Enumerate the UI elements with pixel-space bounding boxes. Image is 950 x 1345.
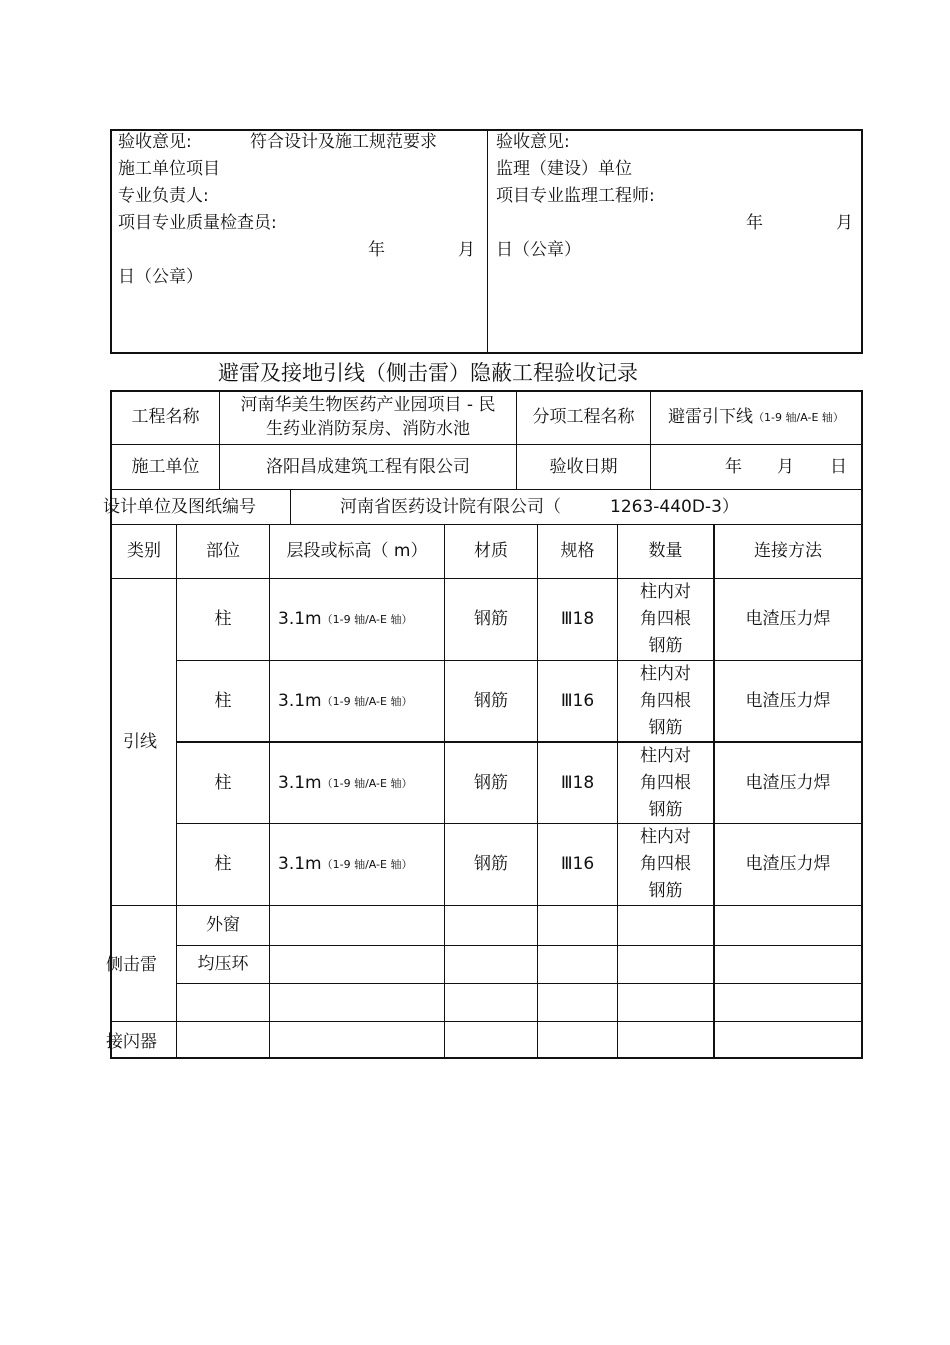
supervisor-year: 年 [746,213,763,233]
contractor-opinion-label: 验收意见: [118,132,192,152]
page-title: 避雷及接地引线（侧击雷）隐蔽工程验收记录 [218,361,638,385]
row-axis: （1-9 轴/A-E 轴） [321,776,413,790]
row-spec: Ⅲ16 [560,690,595,711]
row-elev-value: 3.1m [278,772,322,793]
supervisor-unit-label: 监理（建设）单位 [496,159,632,179]
contractor-day-seal: 日（公章） [118,267,203,287]
quality-inspector-label: 项目专业质量检查员: [118,213,277,233]
row-elevation [278,824,444,905]
project-name-value [220,393,516,441]
row-part: 柱 [214,772,232,793]
row-method: 电渣压力焊 [745,609,831,629]
category-lead: 引线 [123,732,157,752]
header-elevation: 层段或标高（ m） [286,541,428,561]
date-day: 日 [830,457,847,477]
supervisor-engineer-label: 项目专业监理工程师: [496,186,655,206]
date-month: 月 [777,457,794,477]
qty-line: 角四根 [640,772,691,793]
contractor-year: 年 [368,240,385,260]
row-quantity [618,579,713,660]
header-material: 材质 [474,541,508,561]
row-spec: Ⅲ16 [560,854,595,874]
row-elevation [278,579,444,660]
contractor-lead-label: 专业负责人: [118,186,209,206]
row-spec: Ⅲ18 [560,772,595,793]
row-elevation [278,743,444,823]
sub-project-label: 分项工程名称 [532,407,635,427]
contractor-month: 月 [458,240,475,260]
header-method: 连接方法 [754,541,822,561]
acceptance-date-label: 验收日期 [549,456,618,477]
qty-line: 钢筋 [648,881,683,901]
sub-project-value [651,391,861,444]
row-method: 电渣压力焊 [745,772,831,793]
row-quantity [618,661,713,741]
row-method: 电渣压力焊 [745,690,831,711]
sub-project-axis: （1-9 轴/A-E 轴） [753,411,844,424]
qty-line: 钢筋 [648,799,683,820]
supervisor-opinion-label: 验收意见: [496,132,570,152]
row-axis: （1-9 轴/A-E 轴） [321,694,413,708]
row-quantity [618,743,713,823]
row-elev-value: 3.1m [278,690,322,711]
row-method: 电渣压力焊 [745,854,831,874]
contractor-opinion-value: 符合设计及施工规范要求 [250,132,437,152]
header-spec: 规格 [560,541,595,561]
construction-unit-value: 洛阳昌成建筑工程有限公司 [266,456,470,477]
drawing-number: 1263-440D-3） [610,497,739,517]
qty-line: 钢筋 [648,636,683,656]
row-elev-value: 3.1m [278,609,322,629]
design-unit-label: 设计单位及图纸编号 [103,497,256,517]
row-axis: （1-9 轴/A-E 轴） [321,858,413,871]
row-material: 钢筋 [474,854,508,874]
row-elevation [278,661,444,741]
qty-line: 角四根 [640,690,691,711]
row-elev-value: 3.1m [278,854,322,874]
qty-line: 角四根 [640,854,691,874]
date-year: 年 [725,457,742,477]
category-side-strike: 侧击雷 [106,955,157,975]
row-part: 柱 [214,690,232,711]
category-air-terminal: 接闪器 [106,1032,157,1052]
supervisor-month: 月 [836,213,853,233]
qty-line: 钢筋 [648,717,683,738]
project-name-line2: 生药业消防泵房、消防水池 [266,419,470,439]
row-quantity [618,824,713,905]
qty-line: 柱内对 [640,663,691,684]
row-material: 钢筋 [474,690,508,711]
construction-unit-label: 施工单位 [131,456,200,477]
design-unit-value: 河南省医药设计院有限公司（ [340,497,561,517]
qty-line: 柱内对 [640,745,691,766]
qty-line: 角四根 [640,609,691,629]
project-name-line1: 河南华美生物医药产业园项目 - 民 [240,395,496,415]
qty-line: 柱内对 [640,827,691,847]
side-part-window: 外窗 [206,915,240,935]
row-axis: （1-9 轴/A-E 轴） [321,613,413,626]
header-category: 类别 [127,541,161,561]
row-material: 钢筋 [474,772,508,793]
row-material: 钢筋 [474,609,508,629]
header-part: 部位 [206,541,240,561]
sub-project-name: 避雷引下线 [668,407,754,427]
qty-line: 柱内对 [640,582,691,602]
side-part-blank [177,984,269,1021]
project-name-label: 工程名称 [131,407,200,427]
contractor-unit-label: 施工单位项目 [118,159,220,179]
side-part-equalizing-ring: 均压环 [197,954,249,974]
row-part: 柱 [214,854,232,874]
supervisor-day-seal: 日（公章） [496,240,581,260]
row-spec: Ⅲ18 [560,609,595,629]
row-part: 柱 [214,609,232,629]
header-quantity: 数量 [648,541,683,561]
